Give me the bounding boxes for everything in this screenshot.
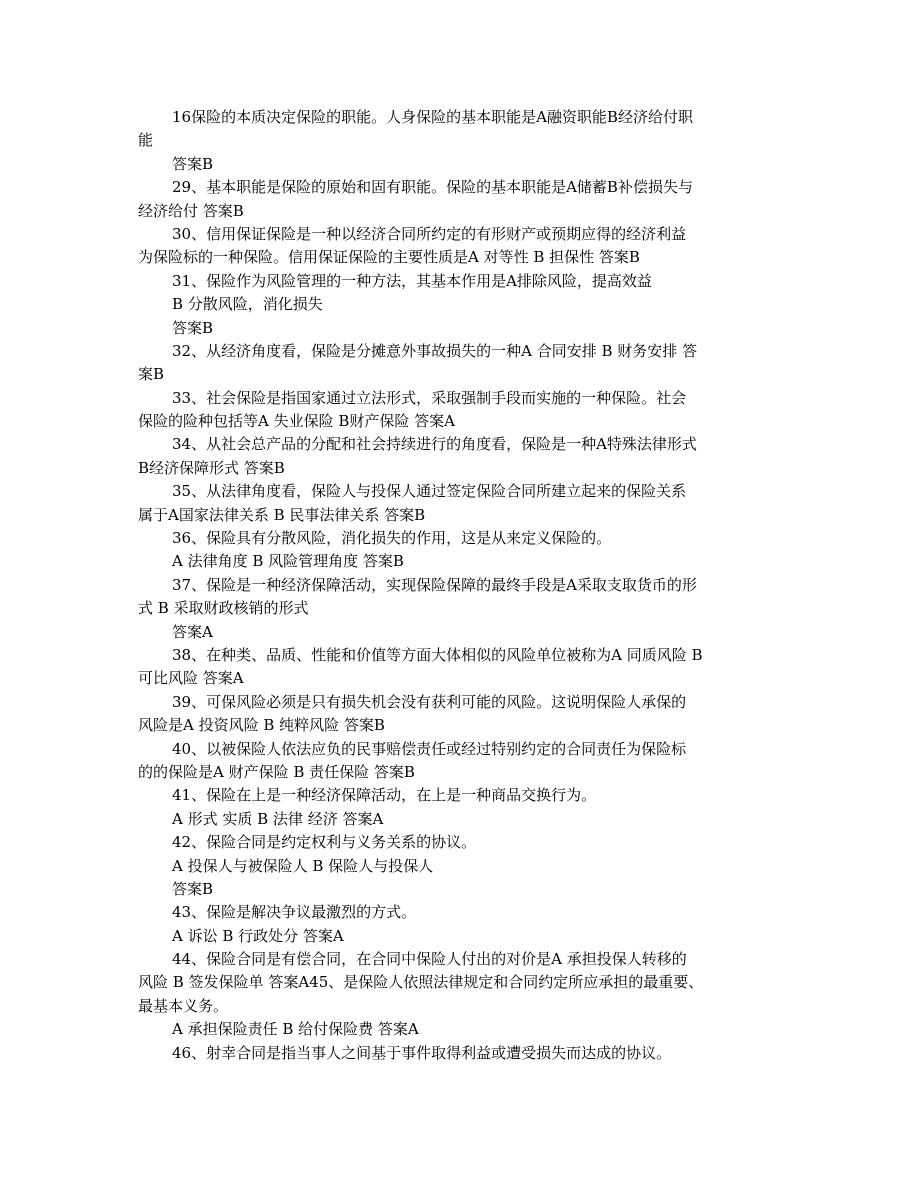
text-line: 30、信用保证保险是一种以经济合同所约定的有形财产或预期应得的经济利益 [172,224,687,243]
text-line: 属于A国家法律关系 B 民事法律关系 答案B [138,505,426,524]
text-line: 34、从社会总产品的分配和社会持续进行的角度看，保险是一种A特殊法律形式 [172,435,697,454]
text-line: 44、保险合同是有偿合同，在合同中保险人付出的对价是A 承担投保人转移的 [172,950,687,969]
text-line: 风险 B 签发保险单 答案A45、是保险人依照法律规定和合同约定所应承担的最重要、 [138,973,704,992]
text-line: 风险是A 投资风险 B 纯粹风险 答案B [138,716,385,735]
text-line: 35、从法律角度看，保险人与投保人通过签定保险合同所建立起来的保险关系 [172,482,687,501]
text-line: B经济保障形式 答案B [138,458,285,477]
text-line: 16保险的本质决定保险的职能。人身保险的基本职能是A融资职能B经济给付职 [172,108,693,126]
text-line: A 形式 实质 B 法律 经济 答案A [172,809,384,828]
text-line: 31、保险作为风险管理的一种方法，其基本作用是A排除风险，提高效益 [172,271,652,290]
text-line: 答案B [172,879,214,898]
text-line: 案B [138,365,165,384]
text-line: 38、在种类、品质、性能和价值等方面大体相似的风险单位被称为A 同质风险 B [172,645,703,664]
text-line: 39、可保风险必须是只有损失机会没有获利可能的风险。这说明保险人承保的 [172,692,687,711]
text-line: 保险的险种包括等A 失业保险 B财产保险 答案A [138,412,455,431]
text-line: 答案A [172,622,213,641]
text-line: 37、保险是一种经济保障活动，实现保险保障的最终手段是A采取支取货币的形 [172,575,697,594]
text-line: 33、社会保险是指国家通过立法形式，采取强制手段而实施的一种保险。社会 [172,388,687,407]
text-line: 40、以被保险人依法应负的民事赔偿责任或经过特别约定的合同责任为保险标 [172,739,687,758]
text-line: 经济给付 答案B [138,201,244,220]
text-line: A 法律角度 B 风险管理角度 答案B [172,552,404,571]
text-line: 32、从经济角度看，保险是分摊意外事故损失的一种A 合同安排 B 财务安排 答 [172,341,698,360]
text-line: 能 [138,131,154,150]
text-line: 29、基本职能是保险的原始和固有职能。保险的基本职能是A储蓄B补偿损失与 [172,178,693,197]
text-line: 43、保险是解决争议最激烈的方式。 [172,903,417,922]
text-line: 为保险标的一种保险。信用保证保险的主要性质是A 对等性 B 担保性 答案B [138,248,640,267]
text-line: 41、保险在上是一种经济保障活动，在上是一种商品交换行为。 [172,786,597,805]
text-line: 36、保险具有分散风险，消化损失的作用，这是从来定义保险的。 [172,529,612,548]
text-line: 最基本义务。 [138,996,229,1015]
text-line: 42、保险合同是约定权利与义务关系的协议。 [172,833,477,852]
text-line: 式 B 采取财政核销的形式 [138,599,309,618]
text-line: A 投保人与被保险人 B 保险人与投保人 [172,856,434,875]
text-line: 46、射幸合同是指当事人之间基于事件取得利益或遭受损失而达成的协议。 [172,1043,672,1062]
text-line: 答案B [172,154,214,173]
document-body [138,106,790,1065]
text-line: 可比风险 答案A [138,669,244,688]
text-line: A 承担保险责任 B 给付保险费 答案A [172,1020,419,1039]
text-line: A 诉讼 B 行政处分 答案A [172,926,344,945]
text-line: 的的保险是A 财产保险 B 责任保险 答案B [138,762,415,781]
text-line: 答案B [172,318,214,337]
text-line: B 分散风险，消化损失 [172,295,323,314]
